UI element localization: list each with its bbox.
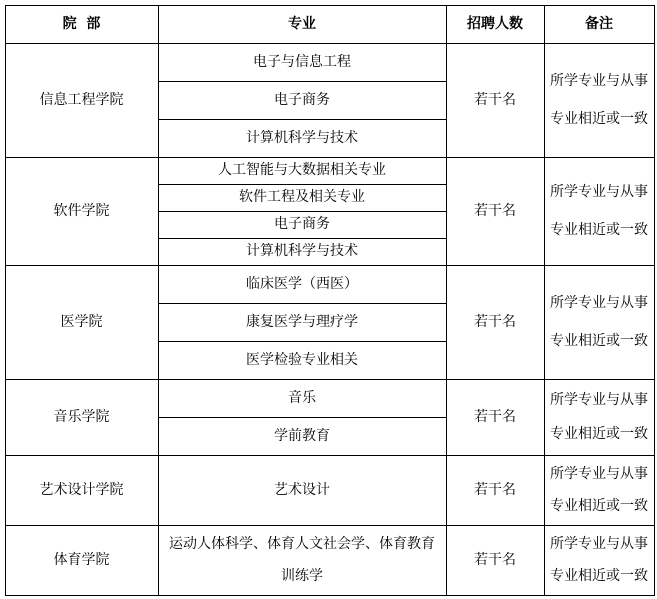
row-divider bbox=[5, 455, 654, 456]
note-cell bbox=[544, 43, 654, 157]
major-divider bbox=[158, 417, 446, 418]
note-line: 专业相近或一致 bbox=[550, 426, 648, 442]
header-major: 专业 bbox=[288, 15, 316, 32]
major-cell: 艺术设计 bbox=[274, 481, 330, 498]
note-cell bbox=[544, 455, 654, 525]
note-line: 所学专业与从事 bbox=[550, 465, 648, 482]
note-cell bbox=[544, 379, 654, 455]
table-border-right bbox=[654, 5, 655, 596]
count-cell: 若干名 bbox=[474, 481, 516, 498]
note-line: 所学专业与从事 bbox=[550, 535, 648, 552]
college-cell: 医学院 bbox=[60, 313, 103, 330]
major-divider bbox=[158, 119, 446, 120]
header-college: 院 部 bbox=[62, 15, 101, 32]
note-line: 所学专业与从事 bbox=[550, 391, 648, 408]
note-line: 所学专业与从事 bbox=[550, 72, 648, 89]
table-border-left bbox=[5, 5, 6, 596]
note-cell bbox=[544, 157, 654, 265]
major-cell: 电子商务 bbox=[274, 216, 330, 233]
note-line: 所学专业与从事 bbox=[550, 183, 648, 200]
row-divider bbox=[5, 157, 654, 158]
major-cell: 电子商务 bbox=[274, 91, 330, 108]
note-line: 专业相近或一致 bbox=[550, 222, 648, 238]
major-cell bbox=[158, 525, 446, 595]
major-divider bbox=[158, 238, 446, 239]
row-divider bbox=[5, 265, 654, 266]
table-border-top bbox=[5, 5, 654, 6]
college-cell: 软件学院 bbox=[53, 202, 110, 219]
college-cell: 信息工程学院 bbox=[39, 91, 124, 108]
major-cell: 医学检验专业相关 bbox=[246, 351, 358, 368]
count-cell: 若干名 bbox=[474, 202, 516, 219]
count-cell: 若干名 bbox=[474, 408, 516, 425]
note-line: 专业相近或一致 bbox=[550, 498, 648, 514]
major-cell: 康复医学与理疗学 bbox=[246, 313, 358, 330]
row-divider bbox=[5, 379, 654, 380]
major-cell: 临床医学（西医） bbox=[246, 275, 358, 292]
header-count: 招聘人数 bbox=[467, 15, 523, 32]
header-note: 备注 bbox=[585, 15, 613, 32]
major-cell: 计算机科学与技术 bbox=[246, 129, 358, 146]
table-border-bottom bbox=[5, 595, 654, 596]
major-divider bbox=[158, 341, 446, 342]
major-cell: 学前教育 bbox=[274, 427, 330, 444]
note-line: 专业相近或一致 bbox=[550, 333, 648, 349]
note-line: 专业相近或一致 bbox=[550, 111, 648, 127]
column-divider bbox=[544, 5, 545, 596]
row-divider bbox=[5, 43, 654, 44]
major-cell: 音乐 bbox=[288, 389, 316, 406]
college-cell: 艺术设计学院 bbox=[39, 481, 124, 498]
note-line: 所学专业与从事 bbox=[550, 294, 648, 311]
count-cell: 若干名 bbox=[474, 91, 516, 108]
major-cell: 人工智能与大数据相关专业 bbox=[218, 162, 386, 179]
major-divider bbox=[158, 81, 446, 82]
major-divider bbox=[158, 211, 446, 212]
major-line: 运动人体科学、体育人文社会学、体育教育 bbox=[169, 535, 435, 552]
major-divider bbox=[158, 303, 446, 304]
major-line: 训练学 bbox=[281, 568, 323, 584]
row-divider bbox=[5, 525, 654, 526]
column-divider bbox=[446, 5, 447, 596]
count-cell: 若干名 bbox=[474, 313, 516, 330]
column-divider bbox=[158, 5, 159, 596]
count-cell: 若干名 bbox=[474, 551, 516, 568]
major-cell: 电子与信息工程 bbox=[253, 53, 351, 70]
note-line: 专业相近或一致 bbox=[550, 568, 648, 584]
note-cell bbox=[544, 525, 654, 595]
note-cell bbox=[544, 265, 654, 379]
major-divider bbox=[158, 184, 446, 185]
major-cell: 计算机科学与技术 bbox=[246, 243, 358, 260]
college-cell: 体育学院 bbox=[53, 551, 110, 568]
college-cell: 音乐学院 bbox=[53, 408, 110, 425]
major-cell: 软件工程及相关专业 bbox=[239, 189, 365, 206]
